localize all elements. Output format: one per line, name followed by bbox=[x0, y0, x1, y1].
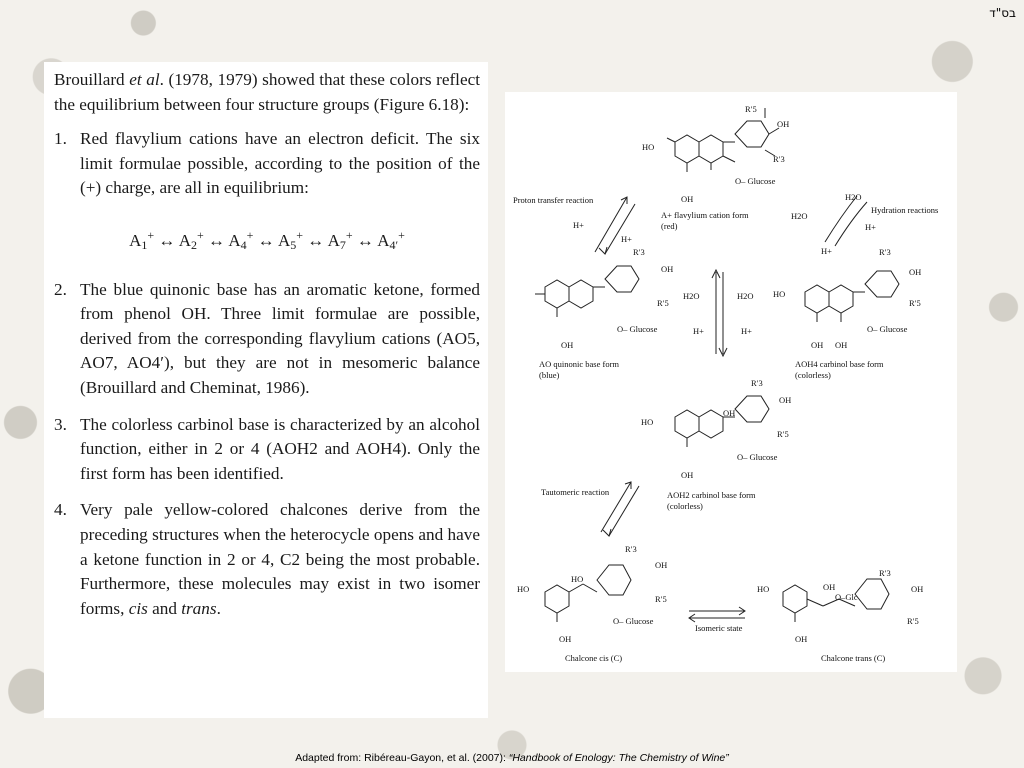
equilibrium-arrow: ↔ bbox=[253, 230, 278, 250]
svg-text:OH: OH bbox=[681, 194, 694, 204]
equilibrium-arrow: ↔ bbox=[303, 230, 328, 250]
svg-text:OH: OH bbox=[655, 560, 668, 570]
svg-text:A+ flavylium cation form: A+ flavylium cation form bbox=[661, 210, 749, 220]
flavylium-structure bbox=[667, 108, 779, 172]
svg-text:OH: OH bbox=[795, 634, 808, 644]
svg-text:HO: HO bbox=[773, 289, 786, 299]
svg-text:Chalcone trans (C): Chalcone trans (C) bbox=[821, 653, 886, 663]
svg-text:H+: H+ bbox=[865, 222, 876, 232]
svg-text:H+: H+ bbox=[621, 234, 632, 244]
equilibrium-term: $A_4^+$ bbox=[228, 227, 254, 252]
svg-text:O– Glucose: O– Glucose bbox=[737, 452, 778, 462]
item-number: 1. bbox=[54, 129, 67, 149]
svg-text:R′5: R′5 bbox=[909, 298, 921, 308]
svg-text:R′3: R′3 bbox=[879, 247, 891, 257]
equilibrium-equation bbox=[54, 223, 480, 258]
corner-mark: בס"ד bbox=[989, 6, 1016, 20]
svg-text:OH: OH bbox=[911, 584, 924, 594]
svg-text:R′3: R′3 bbox=[633, 247, 645, 257]
svg-text:OH: OH bbox=[835, 340, 848, 350]
svg-text:R′5: R′5 bbox=[907, 616, 919, 626]
svg-text:HO: HO bbox=[571, 574, 584, 584]
carbinol-aoh2-structure bbox=[675, 396, 769, 447]
equilibrium-term: $A_5^+$ bbox=[277, 227, 304, 252]
svg-text:OH: OH bbox=[681, 470, 694, 480]
equilibrium-term: $A_2^+$ bbox=[178, 227, 204, 252]
item-text: Very pale yellow-colored chalcones derive from the preceding structures when the heterocycle opens and have a ketone function in 2 or 4, C2 being the most probable. Furthermore, these molecules may exist in two isomer forms, cis and trans. bbox=[80, 500, 480, 618]
item-number: 3. bbox=[54, 414, 67, 434]
svg-text:R′3: R′3 bbox=[625, 544, 637, 554]
svg-text:Proton transfer reaction: Proton transfer reaction bbox=[513, 195, 594, 205]
source-caption: Adapted from: Ribéreau-Gayon, et al. (2007): “Handbook of Enology: The Chemistry of Wine” bbox=[295, 752, 729, 764]
equilibrium-term: $A_{4'}^+$ bbox=[377, 227, 405, 252]
svg-text:R′5: R′5 bbox=[745, 104, 757, 114]
svg-text:R′5: R′5 bbox=[657, 298, 669, 308]
list-item-2 bbox=[54, 278, 480, 401]
svg-text:H2O: H2O bbox=[845, 192, 862, 202]
svg-text:H2O: H2O bbox=[791, 211, 808, 221]
svg-text:(colorless): (colorless) bbox=[667, 501, 703, 511]
svg-text:Chalcone cis (C): Chalcone cis (C) bbox=[565, 653, 623, 663]
svg-text:H+: H+ bbox=[741, 326, 752, 336]
list-item-3 bbox=[54, 413, 480, 487]
reaction-scheme-figure bbox=[505, 92, 957, 672]
equilibrium-arrow: ↔ bbox=[154, 230, 179, 250]
equilibrium-arrow: ↔ bbox=[203, 230, 229, 250]
svg-text:R′5: R′5 bbox=[777, 429, 789, 439]
svg-text:OH: OH bbox=[811, 340, 824, 350]
svg-text:OH: OH bbox=[823, 582, 836, 592]
reaction-scheme-svg bbox=[505, 92, 957, 672]
svg-text:O– Glucose: O– Glucose bbox=[867, 324, 908, 334]
quinonic-base-structure bbox=[535, 266, 639, 317]
equilibrium-term: $A_7^+$ bbox=[327, 227, 353, 252]
svg-text:O– Glucose: O– Glucose bbox=[617, 324, 658, 334]
svg-text:AO quinonic base form: AO quinonic base form bbox=[539, 359, 620, 369]
svg-text:OH: OH bbox=[723, 408, 736, 418]
list-item-1 bbox=[54, 127, 480, 201]
svg-text:Isomeric state: Isomeric state bbox=[695, 623, 743, 633]
svg-text:HO: HO bbox=[642, 142, 655, 152]
equilibrium-term: $A_1^+$ bbox=[129, 227, 155, 252]
svg-text:H+: H+ bbox=[573, 220, 584, 230]
svg-text:HO: HO bbox=[517, 584, 530, 594]
list-item-4 bbox=[54, 498, 480, 621]
svg-text:R′3: R′3 bbox=[751, 378, 763, 388]
item-text: Red flavylium cations have an electron deficit. The six limit formulae possible, according to the position of the (+) charge, are all in equilibrium: bbox=[80, 129, 480, 198]
text-panel bbox=[44, 62, 488, 718]
svg-text:Tautomeric reaction: Tautomeric reaction bbox=[541, 487, 610, 497]
equilibrium-arrow: ↔ bbox=[352, 230, 378, 250]
item-number: 2. bbox=[54, 279, 67, 299]
svg-text:O– Glucose: O– Glucose bbox=[735, 176, 776, 186]
svg-text:(red): (red) bbox=[661, 221, 678, 231]
carbinol-aoh4-structure bbox=[805, 271, 899, 322]
svg-text:OH: OH bbox=[561, 340, 574, 350]
svg-text:H+: H+ bbox=[693, 326, 704, 336]
svg-text:AOH2 carbinol base form: AOH2 carbinol base form bbox=[667, 490, 756, 500]
svg-text:Hydration reactions: Hydration reactions bbox=[871, 205, 939, 215]
svg-text:OH: OH bbox=[909, 267, 922, 277]
svg-text:OH: OH bbox=[559, 634, 572, 644]
svg-text:H2O: H2O bbox=[683, 291, 700, 301]
svg-text:OH: OH bbox=[661, 264, 674, 274]
svg-text:OH: OH bbox=[777, 119, 790, 129]
svg-text:H+: H+ bbox=[821, 246, 832, 256]
svg-text:OH: OH bbox=[779, 395, 792, 405]
item-text: The colorless carbinol base is characterized by an alcohol function, either in 2 or 4 (AOH2 and AOH4). Only the first form has been identified. bbox=[80, 414, 480, 483]
svg-text:O–Glc: O–Glc bbox=[835, 592, 858, 602]
svg-text:HO: HO bbox=[641, 417, 654, 427]
svg-text:R′5: R′5 bbox=[655, 594, 667, 604]
svg-text:R′3: R′3 bbox=[879, 568, 891, 578]
svg-text:HO: HO bbox=[757, 584, 770, 594]
svg-text:R′3: R′3 bbox=[773, 154, 785, 164]
svg-text:H2O: H2O bbox=[737, 291, 754, 301]
svg-text:(blue): (blue) bbox=[539, 370, 560, 380]
item-number: 4. bbox=[54, 500, 67, 520]
svg-text:(colorless): (colorless) bbox=[795, 370, 831, 380]
chalcone-cis-structure bbox=[545, 565, 631, 622]
intro-paragraph: Brouillard et al. (1978, 1979) showed that these colors reflect the equilibrium between four structure groups (Figure 6.18): bbox=[54, 70, 480, 114]
item-text: The blue quinonic base has an aromatic ketone, formed from phenol OH. Three limit formulae are possible, derived from the corresponding flavylium cations (AO5, AO7, AO4′), but they are not in mesomeric balance (Brouillard and Cheminat, 1986). bbox=[80, 279, 480, 397]
svg-text:AOH4 carbinol base form: AOH4 carbinol base form bbox=[795, 359, 884, 369]
svg-text:O– Glucose: O– Glucose bbox=[613, 616, 654, 626]
